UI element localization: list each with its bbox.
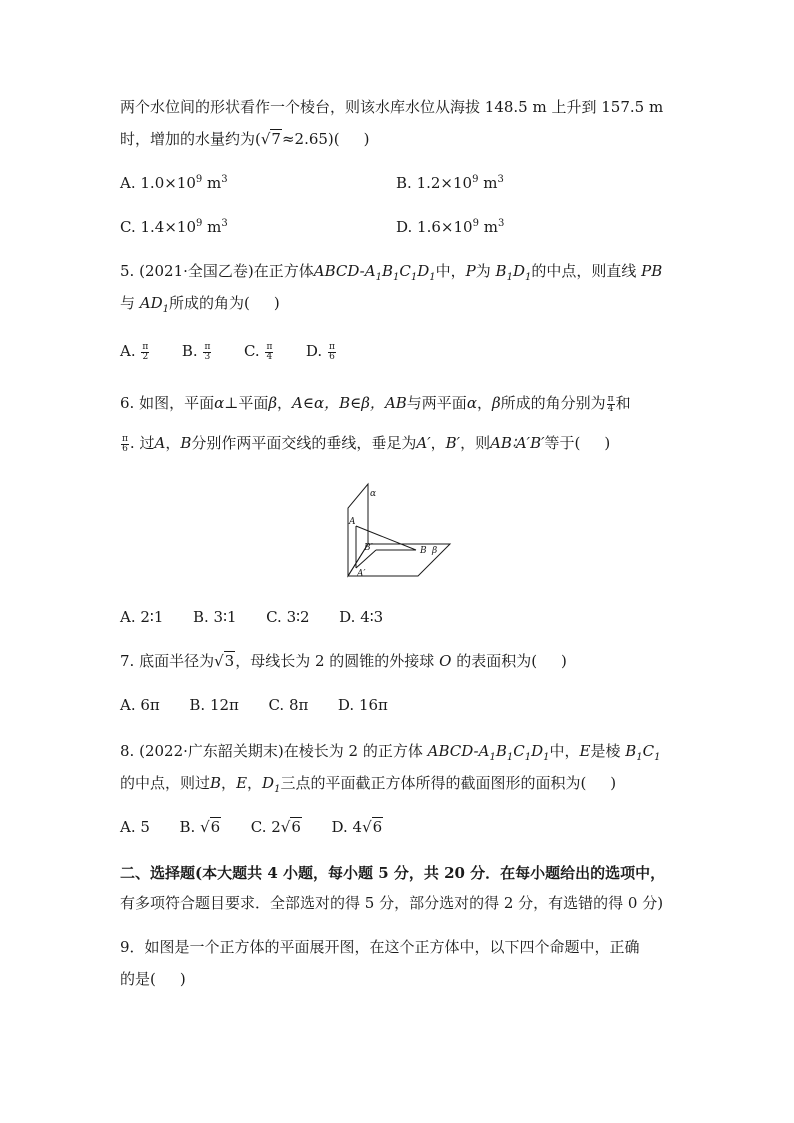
numerator: π <box>142 341 149 352</box>
unit: m <box>202 218 222 236</box>
section-2-line-1: 二、选择题(本大题共 4 小题，每小题 5 分，共 20 分．在每小题给出的选项中， <box>120 864 666 882</box>
q8-text: 三点的平面截正方体所得的截面图形的面积为( <box>280 774 587 792</box>
fraction <box>265 343 273 362</box>
cube-prefix: ABCD-A <box>427 742 490 760</box>
q7-close-paren: ) <box>561 652 567 670</box>
sqrt-radicand: 6 <box>210 818 221 836</box>
q6-line-1: 6. 如图，平面α⊥平面β，A∈α，B∈β，AB与两平面α，β所成的角分别为 $\frac{\pi}{4}$ 和 <box>120 393 631 414</box>
q8-text: 中， <box>549 742 580 760</box>
option-label: C. <box>243 342 260 360</box>
a-in-alpha: A∈α， <box>292 394 340 412</box>
q6-option-b[interactable] <box>193 608 237 626</box>
label-beta: β <box>432 546 438 556</box>
segment-b1d1: $B_1D_1$ <box>495 262 532 283</box>
option-label: C. <box>268 696 285 714</box>
exponent: 9 <box>472 174 479 185</box>
q8-option-c[interactable] <box>251 818 302 836</box>
option-label: A. <box>120 608 136 626</box>
sqrt-symbol: √6 <box>200 818 221 836</box>
q4-option-a[interactable] <box>120 172 228 194</box>
q7-option-b[interactable] <box>189 696 239 714</box>
q5-text: 为 <box>475 262 491 280</box>
q5-option-b[interactable] <box>182 342 213 360</box>
q6-option-a[interactable] <box>120 608 163 626</box>
edge-b1c1: $B_1C_1$ <box>625 742 661 763</box>
plane-alpha: α <box>466 394 477 412</box>
label-b-prime: B′ <box>364 543 373 553</box>
question-source: (2021·全国乙卷) <box>139 262 254 280</box>
unit-exponent: 3 <box>497 218 505 229</box>
q5-line-2 <box>120 292 280 314</box>
option-value: 1.4×10 <box>140 218 197 236</box>
q4-line-2 <box>120 128 370 150</box>
q9-text: 的是( <box>120 970 156 988</box>
q8-text: 的中点，则过 <box>120 774 211 792</box>
exponent: 9 <box>195 174 203 185</box>
option-label: D. <box>339 608 356 626</box>
unit: m <box>478 174 498 192</box>
option-value: 1.0×10 <box>140 174 196 192</box>
segment-ab: AB <box>384 394 407 412</box>
q6-text: . 过 <box>129 434 155 452</box>
unit-exponent: 3 <box>497 174 504 185</box>
numerator: π <box>328 341 335 352</box>
q7-text: ，母线长为 2 的圆锥的外接球 <box>235 652 435 670</box>
q6-close-paren: ) <box>604 434 611 452</box>
q5-option-c[interactable] <box>244 342 274 360</box>
question-source: (2022·广东韶关期末) <box>139 742 284 760</box>
sqrt-symbol: √6 <box>362 818 383 836</box>
b-in-beta: B∈β， <box>339 394 385 412</box>
numerator: π <box>266 341 273 352</box>
denominator: 4 <box>266 351 273 362</box>
q7-options <box>120 694 388 716</box>
exponent: 9 <box>196 218 203 229</box>
label-a-prime: A′ <box>357 569 366 579</box>
q7-line-1 <box>120 650 567 672</box>
q8-options <box>120 816 383 838</box>
q4-close-paren: ) <box>363 130 370 148</box>
q4-line-2-post: ≈2.65)( <box>281 130 340 148</box>
q8-option-a[interactable] <box>120 818 150 836</box>
q8-line-1 <box>120 740 661 762</box>
section-2-line-2: 有多项符合题目要求．全部选对的得 5 分，部分选对的得 2 分，有选错的得 0 分) <box>120 894 664 912</box>
option-value: 12π <box>209 696 239 714</box>
option-value: 2∶1 <box>140 608 164 626</box>
sqrt-symbol: √3 <box>214 652 235 670</box>
option-value: 5 <box>140 818 150 836</box>
q7-text: 的表面积为( <box>456 652 538 670</box>
q6-option-c[interactable] <box>266 608 310 626</box>
q9-line-1: 9．如图是一个正方体的平面展开图，在这个正方体中，以下四个命题中，正确 <box>120 938 640 956</box>
option-label: B. <box>192 608 209 626</box>
unit-exponent: 3 <box>221 218 228 229</box>
q9-close-paren: ) <box>179 970 186 988</box>
option-label: B. <box>181 342 198 360</box>
option-value: 4∶3 <box>360 608 384 626</box>
q8-close-paren: ) <box>610 774 617 792</box>
fraction <box>607 395 615 414</box>
label-alpha: α <box>370 489 377 499</box>
cube-prefix: ABCD-A <box>313 262 376 280</box>
question-number: 6. <box>120 394 135 412</box>
denominator: 4 <box>607 403 614 414</box>
q5-option-d[interactable] <box>306 342 337 360</box>
option-label: A. <box>120 174 136 192</box>
q6-text: 分别作两平面交线的垂线，垂足为 <box>191 434 417 452</box>
denominator: 6 <box>329 351 335 362</box>
option-value: 6π <box>140 696 160 714</box>
label-a: A <box>349 517 356 527</box>
option-label: B. <box>396 174 412 192</box>
q7-option-a[interactable] <box>120 696 160 714</box>
q5-options <box>120 340 337 362</box>
q8-option-d[interactable] <box>331 818 383 836</box>
question-number: 8. <box>120 742 135 760</box>
perpendicular-planes-figure <box>336 476 456 584</box>
q6-text: 与两平面 <box>406 394 467 412</box>
q5-text: 中， <box>435 262 466 280</box>
option-value: 3∶2 <box>286 608 310 626</box>
line-pb: PB <box>641 262 663 280</box>
option-label: D. <box>305 342 323 360</box>
point-p: P <box>465 262 476 280</box>
option-label: D. <box>331 818 348 836</box>
q9-line-2 <box>120 968 186 990</box>
coefficient: 2 <box>271 818 281 836</box>
option-value: 16π <box>358 696 388 714</box>
denominator: 2 <box>142 351 149 362</box>
label-b: B <box>420 546 427 556</box>
q6-options <box>120 606 383 628</box>
q6-text: ⊥平面 <box>224 394 269 412</box>
sphere-o: O <box>439 652 452 670</box>
denominator: 3 <box>204 351 211 362</box>
q4-option-d[interactable] <box>396 216 504 238</box>
point-e: E <box>579 742 591 760</box>
fraction <box>141 343 149 362</box>
q6-line-2: $\frac{\pi}{6}$ . 过A，B分别作两平面交线的垂线，垂足为A′，B′，则AB∶A′B′等于( ) <box>122 433 611 454</box>
sqrt-radicand: 3 <box>224 652 235 670</box>
plane-beta: β <box>491 394 501 412</box>
option-label: A. <box>120 818 136 836</box>
q4-line-2-pre: 时，增加的水量约为( <box>120 130 261 148</box>
q6-option-d[interactable] <box>339 608 383 626</box>
option-label: B. <box>189 696 206 714</box>
sqrt-symbol: √6 <box>280 818 301 836</box>
sqrt-symbol: √7 <box>260 130 281 148</box>
q8-text: 是棱 <box>590 742 621 760</box>
option-label: D. <box>396 218 413 236</box>
q8-option-b[interactable] <box>180 818 222 836</box>
q6-text: 和 <box>615 394 631 412</box>
q7-option-d[interactable] <box>338 696 388 714</box>
q4-option-b[interactable] <box>396 172 504 194</box>
q6-text: ，则 <box>460 434 491 452</box>
option-value: 1.2×10 <box>416 174 473 192</box>
q6-text: 等于( <box>544 434 581 452</box>
question-number: 5. <box>120 262 135 280</box>
sqrt-radicand: 6 <box>372 818 383 836</box>
numerator: π <box>122 433 128 444</box>
fraction <box>328 343 336 362</box>
q5-option-a[interactable] <box>120 342 150 360</box>
cube-name: ABCD-$A_1B_1C_1D_1$ <box>427 742 550 763</box>
sqrt-radicand: 7 <box>271 130 281 148</box>
plane-alpha: α <box>214 394 225 412</box>
denominator: 6 <box>122 443 128 454</box>
coefficient: 4 <box>352 818 363 836</box>
numerator: π <box>204 341 211 352</box>
q5-text: 所成的角为( <box>169 294 250 312</box>
q8-text: 在棱长为 2 的正方体 <box>283 742 423 760</box>
option-value: 8π <box>288 696 309 714</box>
section-2-heading <box>120 862 665 884</box>
ratio-expression: AB∶A′B′ <box>490 434 545 452</box>
q7-option-c[interactable] <box>268 696 308 714</box>
q6-text: 如图，平面 <box>139 394 215 412</box>
option-label: A. <box>120 342 136 360</box>
option-label: C. <box>120 218 136 236</box>
unit: m <box>478 218 498 236</box>
option-label: B. <box>179 818 196 836</box>
option-value: 3∶1 <box>213 608 237 626</box>
option-label: C. <box>250 818 267 836</box>
q5-text: 与 <box>120 294 136 312</box>
q4-option-c[interactable] <box>120 216 228 238</box>
q5-text: 在正方体 <box>253 262 314 280</box>
option-value: 1.6×10 <box>417 218 473 236</box>
numerator: π <box>607 393 614 404</box>
plane-beta: β <box>268 394 278 412</box>
option-label: D. <box>337 696 355 714</box>
q6-text: ， <box>277 394 293 412</box>
cube-name: ABCD-$A_1B_1C_1D_1$ <box>313 262 436 283</box>
q5-text: 的中点，则直线 <box>531 262 637 280</box>
unit-exponent: 3 <box>221 174 228 185</box>
q7-text: 底面半径为 <box>139 652 215 670</box>
sqrt-radicand: 6 <box>291 818 301 836</box>
unit: m <box>202 174 222 192</box>
fraction <box>203 343 211 362</box>
fraction <box>121 435 129 454</box>
exponent: 9 <box>472 218 479 229</box>
q6-text: 所成的角分别为 <box>500 394 606 412</box>
ad-prefix: AD <box>139 294 163 312</box>
option-label: C. <box>266 608 282 626</box>
option-label: A. <box>120 696 136 714</box>
q8-line-2: 的中点，则过B，E，$D_1$三点的平面截正方体所得的截面图形的面积为( ) <box>120 774 617 795</box>
q4-line-1: 两个水位间的形状看作一个棱台，则该水库水位从海拔 148.5 m 上升到 157.5 m <box>120 98 664 116</box>
q5-line-1 <box>120 260 662 282</box>
question-number: 7. <box>120 652 135 670</box>
q5-close-paren: ) <box>273 294 280 312</box>
line-ad1: $AD_1$ <box>139 294 170 315</box>
